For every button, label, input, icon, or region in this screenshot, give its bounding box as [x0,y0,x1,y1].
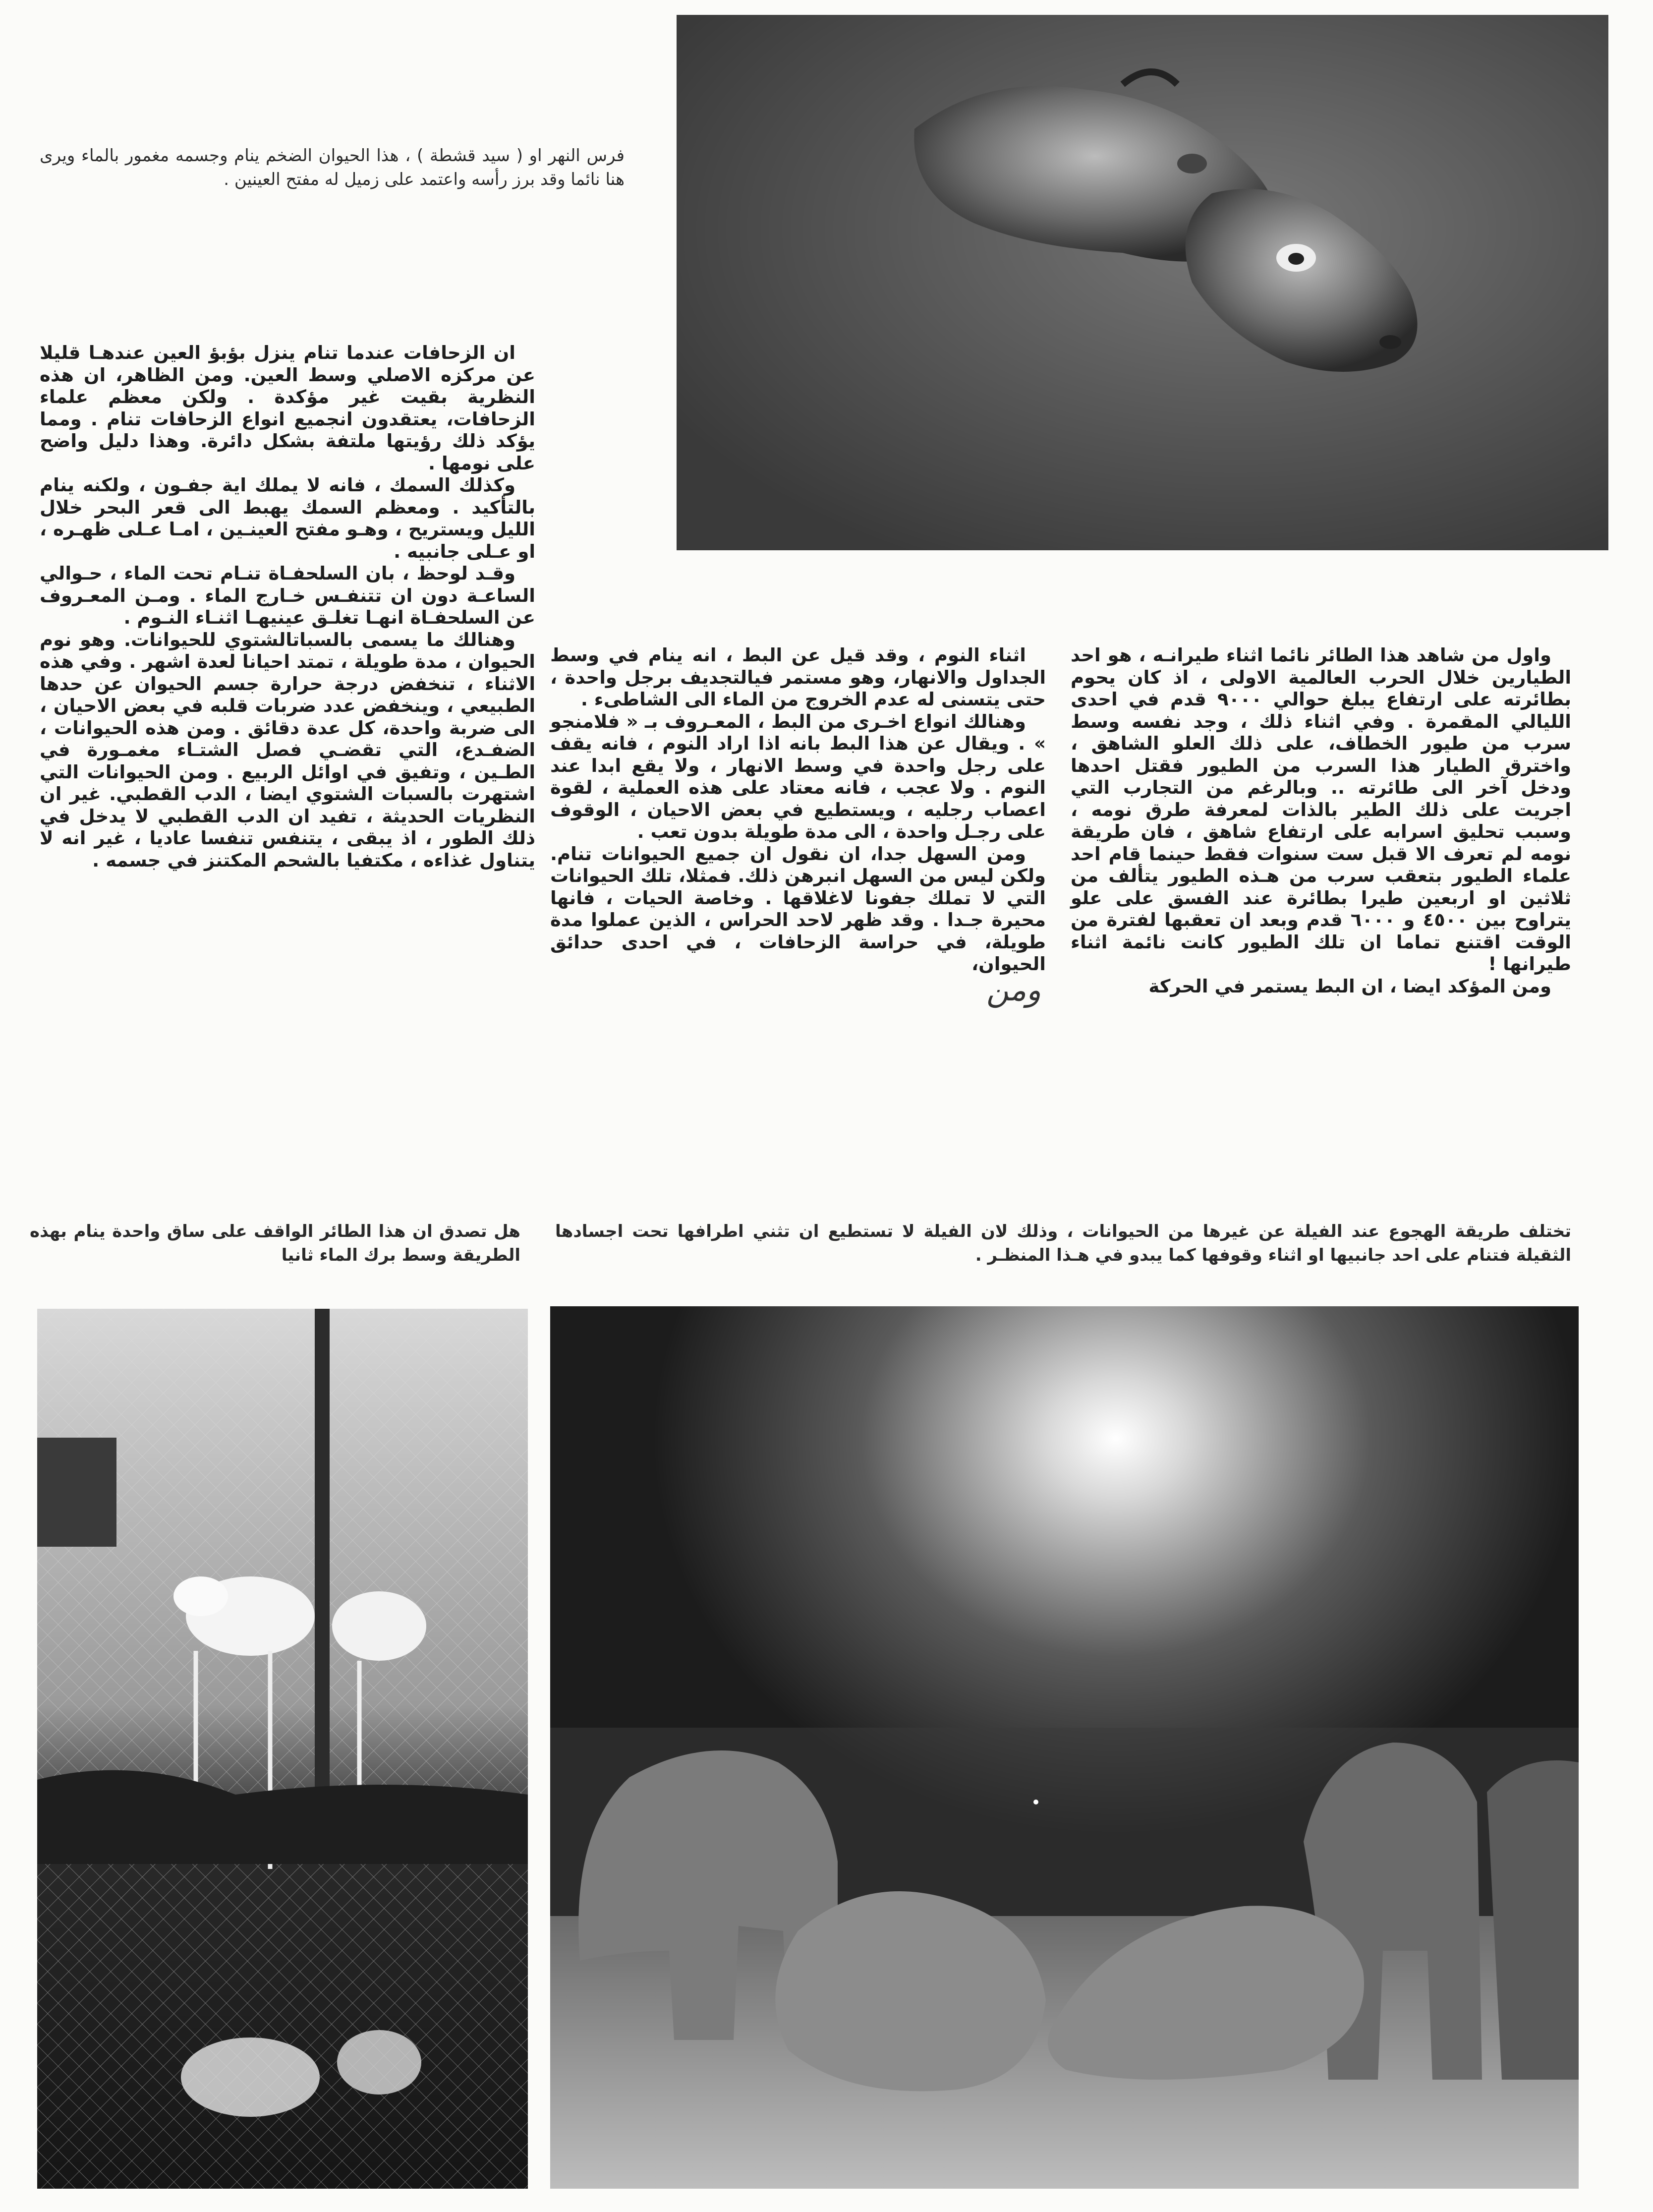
paragraph: وهنالك ما يسمى بالسباتالشتوي للحيوانات. وهو نوم الحيوان ، مدة طويلة ، تمتد احيانا لعدة اشهر . وفي هذه الاثناء ، تنخفض درجة حرارة جسم الحيوان عن حدها الطبيعي ، وينخفض عدد ضربات قلبه في بعض الاحيان ، الى ضربة واحدة، كل عدة دقائق . ومن هذه الحيوانات ، الضفـدع، التي تقضـي فصل الشتـاء مغمـورة في الطـين ، وتفيق في اوائل الربيع . ومن الحيوانات التي اشتهرت بالسبات الشتوي ايضا ، الدب القطبي. غير ان النظريات الحديثة ، تفيد ان الدب القطبي لا يدخل في ذلك الطور ، اذ يبقى ، يتنفس تنفسا عاديا ، غير انه لا يتناول غذاءه ، مكتفيا بالشحم المكتنز في جسمه . [40,629,535,871]
text-column-right [1071,644,1571,997]
paragraph: ومن السهل جدا، ان نقول ان جميع الحيوانات تنام. ولكن ليس من السهل انبرهن ذلك. فمثلا، تلك الحيوانات التي لا تملك جفونا لاغلاقها . وخاصة الحيات ، فانها محيرة جـدا . وقد ظهر لاحد الحراس ، الذين عملوا مدة طويلة، في حراسة الزحافات ، في احدى حدائق الحيوان، [550,843,1046,975]
text-column-middle [550,644,1046,976]
paragraph: وهنالك انواع اخـرى من البط ، المعـروف بـ « فلامنجو » . ويقال عن هذا البط بانه اذا اراد النوم ، فانه يقف على رجل واحدة في وسط الانهار ، ولا يقع ابدا عند النوم . ولا عجب ، فانه معتاد على هذه العملية ، لقوة اعصاب رجليه ، ويستطيع في بعض الاحيان ، الوقوف على رجـل واحدة ، الى مدة طويلة بدون تعب . [550,710,1046,842]
paragraph: اثناء النوم ، وقد قيل عن البط ، انه ينام في وسط الجداول والانهار، وهو مستمر فيالتجديف برجل واحدة ، حتى يتسنى له عدم الخروج من الماء الى الشاطىء . [550,644,1046,710]
paragraph: وقـد لوحظ ، بان السلحفـاة تنـام تحت الماء ، حـوالي الساعـة دون ان تتنفـس خـارج الماء . ومـن المعـروف عن السلحفـاة انهـا تغلـق عينيهـا اثنـاء النـوم . [40,563,535,628]
flamingo-caption: هل تصدق ان هذا الطائر الواقف على ساق واحدة ينام بهذه الطريقة وسط برك الماء ثانيا [30,1222,520,1265]
paragraph: ومن المؤكد ايضا ، ان البط يستمر في الحركة [1148,975,1551,997]
paragraph: ان الزحافات عندما تنام ينزل بؤبؤ العين عندهـا قليلا عن مركزه الاصلي وسط العين. ومن الظاهر، ان هذه النظرية بقيت غير مؤكدة . ولكن معظم علماء الزحافات، يعتقدون انجميع انواع الزحافات تنام . ومما يؤكد ذلك رؤيتها ملتفة بشكل دائرة. وهذا دليل واضح على نومها . [40,342,535,474]
text-column-left [40,342,535,872]
flamingo-photo [37,1309,528,2189]
hippo-caption: فرس النهر او ( سيد قشطة ) ، هذا الحيوان الضخم ينام وجسمه مغمور بالماء ويرى هنا نائما وقد برز رأسه واعتمد على زميل له مفتح العينين . [40,146,625,189]
paragraph: وكذلك السمك ، فانه لا يملك اية جفـون ، ولكنه ينام بالتأكيد . ومعظم السمك يهبط الى قعر البحر خلال الليل ويستريح ، وهـو مفتح العينـين ، امـا عـلى ظهـره ، او عـلى جانبيه . [40,474,535,562]
signature-mark: ومن [986,972,1041,1008]
paragraph: واول من شاهد هذا الطائر نائما اثناء طيرانـه ، هو احد الطيارين خلال الحرب العالمية الاولى ، اذ كان يحوم بطائرته على ارتفاع يبلغ حوالي ٩٠٠٠ قدم في احدى الليالي المقمرة . وفي اثناء ذلك ، وجد نفسه وسط سرب من طيور الخطاف، على ذلك العلو الشاهق ، واخترق الطيار هذا السرب من الطيور فقتل احدها ودخل آخر الى طائرته .. وبالرغم من التجارب التي اجريت على ذلك الطير بالذات لمعرفة طرق نومه ، وسبب تحليق اسرابه على ارتفاع شاهق ، فان طريقة نومه لم تعرف الا قبل ست سنوات فقط حينما قام احد علماء الطيور بتعقب سرب من هـذه الطيور يتألف من ثلاثين او اربعين طيرا بطائرة عند الفسق على علو يتراوح بين ٤٥٠٠ و ٦٠٠٠ قدم وبعد ان تعقبها لفترة من الوقت اقتنع تماما ان تلك الطيور كانت نائمة اثناء طيرانها ! [1071,644,1572,975]
hippo-photo [677,15,1608,550]
elephants-caption: تختلف طريقة الهجوع عند الفيلة عن غيرها من الحيوانات ، وذلك لان الفيلة لا تستطيع ان تثني اطرافها تحت اجسادها الثقيلة فتنام على احد جانبيها او اثناء وقوفها كما يبدو في هـذا المنظـر . [555,1222,1571,1265]
elephants-photo [550,1306,1579,2189]
